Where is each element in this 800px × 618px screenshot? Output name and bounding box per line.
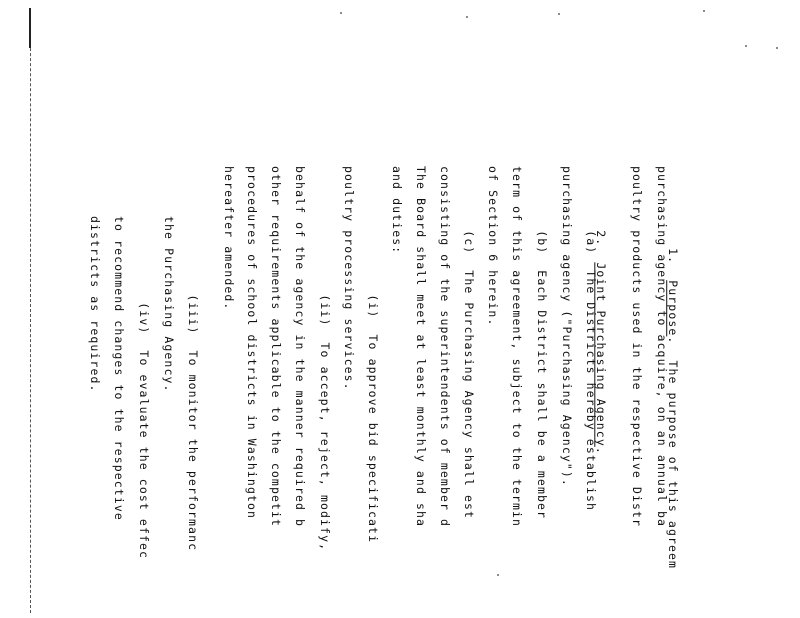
- line-6: purchasing agency ("Purchasing Agency").: [560, 166, 574, 487]
- line-5: (a) The Districts hereby establish: [584, 166, 598, 512]
- line-24: to recommend changes to the respective: [112, 216, 126, 521]
- line-23: (iv) To evaluate the cost effec: [137, 206, 151, 560]
- line-7: (b) Each District shall be a member: [535, 166, 549, 520]
- line-13: and duties:: [390, 166, 404, 255]
- scanner-edge-line: [30, 8, 31, 613]
- line-16: (ii) To accept, reject, modify,: [318, 166, 332, 552]
- line-20: hereafter amended.: [222, 166, 236, 311]
- line-21: (iii) To monitor the performanc: [186, 166, 200, 552]
- line-4: 2. Joint Purchasing Agency.: [594, 198, 608, 455]
- line-14: (i) To approve bid specificati: [366, 166, 380, 544]
- line-11: consisting of the superintendents of member d: [438, 166, 452, 528]
- line-9: of Section 6 herein.: [486, 166, 500, 327]
- line-8: term of this agreement, subject to the termin: [510, 166, 524, 528]
- line-3: poultry products used in the respective Distr: [630, 166, 644, 528]
- line-15: poultry processing services.: [342, 166, 356, 391]
- line-19: procedures of school districts in Washington: [245, 166, 259, 520]
- line-10: (c) The Purchasing Agency shall est: [462, 166, 476, 520]
- line-12: The Board shall meet at least monthly and sha: [414, 166, 428, 528]
- line-2: purchasing agency to acquire, on an annual ba: [655, 166, 669, 528]
- line-1: 1. Purpose. The purpose of this agreem: [666, 248, 680, 570]
- line-25: districts as required.: [88, 216, 102, 393]
- line-17: behalf of the agency in the manner required b: [293, 166, 307, 528]
- scanner-edge-mark: [29, 8, 31, 48]
- line-22: the Purchasing Agency.: [162, 216, 176, 393]
- line-18: other requirements applicable to the competit: [269, 166, 283, 528]
